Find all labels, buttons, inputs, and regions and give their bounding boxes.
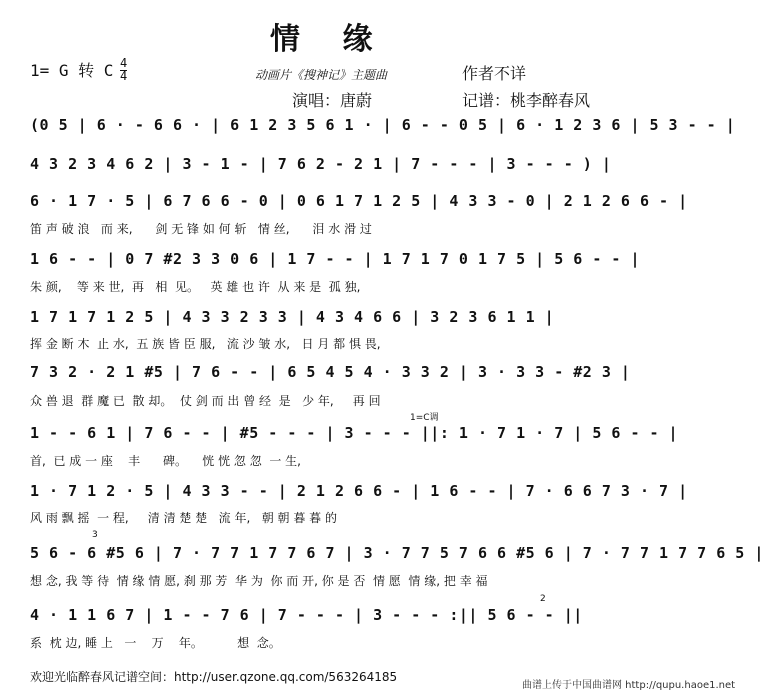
- lyrics-line-7: 首, 已 成 一 座 丰 碑。 恍 恍 忽 忽 一 生,: [30, 454, 301, 468]
- lyrics-line-9: 想 念, 我 等 待 情 缘 情 愿, 刹 那 芳 华 为 你 而 开, 你 是 否 情 愿 情 缘, 把 幸 福: [30, 574, 488, 588]
- notation-line-4: 1 6 - - | 0 7 #2 3 3 0 6 | 1 7 - - | 1 7 1 7 0 1 7 5 | 5 6 - - |: [30, 250, 640, 268]
- time-signature: [120, 58, 127, 82]
- modulation-mark: 1=C调: [410, 413, 439, 423]
- notation-line-3: 6 · 1 7 · 5 | 6 7 6 6 - 0 | 0 6 1 7 1 2 5 | 4 3 3 - 0 | 2 1 2 6 6 - |: [30, 192, 688, 210]
- transcriber-credit: 记谱：桃李醉春风: [462, 91, 591, 110]
- lyrics-line-10: 系 枕 边, 睡 上 一 万 年。 想 念。: [30, 636, 281, 650]
- lyrics-line-5: 挥 金 断 木 止 水, 五 族 皆 臣 服, 流 沙 皱 水, 日 月 都 惧 畏,: [30, 337, 381, 351]
- singer-credit: 演唱：唐蔚: [292, 91, 373, 110]
- composer-credit: 作者不详: [462, 64, 527, 83]
- lyrics-line-4: 朱 颜, 等 来 世, 再 相 见。 英 雄 也 许 从 来 是 孤 独,: [30, 280, 361, 294]
- footer-text: 欢迎光临醉春风记谱空间：http://user.qzone.qq.com/563264185: [30, 670, 398, 684]
- notation-line-8: 1 · 7 1 2 · 5 | 4 3 3 - - | 2 1 2 6 6 - | 1 6 - - | 7 · 6 6 7 3 · 7 |: [30, 482, 688, 500]
- lyrics-line-3: 笛 声 破 浪 而 来, 剑 无 锋 如 何 斩 情 丝, 泪 水 滑 过: [30, 222, 372, 236]
- notation-line-10: 4 · 1 1 6 7 | 1 - - 7 6 | 7 - - - | 3 - - - :|| 5 6 - - ||: [30, 606, 583, 624]
- time-signature-top: 4: [120, 56, 128, 70]
- notation-line-7: 1 - - 6 1 | 7 6 - - | #5 - - - | 3 - - - ||: 1 · 7 1 · 7 | 5 6 - - |: [30, 424, 679, 442]
- notation-line-5: 1 7 1 7 1 2 5 | 4 3 3 2 3 3 | 4 3 4 6 6 | 3 2 3 6 1 1 |: [30, 308, 555, 326]
- notation-line-2: 4 3 2 3 4 6 2 | 3 - 1 - | 7 6 2 - 2 1 | 7 - - - | 3 - - - ) |: [30, 155, 612, 173]
- time-signature-bottom: 4: [120, 69, 128, 83]
- site-watermark: 曲谱上传于中国曲谱网 http://qupu.haoe1.net: [522, 680, 736, 691]
- song-title: 情 缘: [270, 22, 389, 57]
- notation-line-9: 5 6 - 6 #5 6 | 7 · 7 7 1 7 7 6 7 | 3 · 7 7 5 7 6 6 #5 6 | 7 · 7 7 1 7 7 6 5 |: [30, 544, 764, 562]
- notation-line-6: 7 3 2 · 2 1 #5 | 7 6 - - | 6 5 4 5 4 · 3 3 2 | 3 · 3 3 - #2 3 |: [30, 363, 631, 381]
- lyrics-line-8: 风 雨 飘 摇 一 程, 清 清 楚 楚 流 年, 朝 朝 暮 暮 的: [30, 511, 337, 525]
- key-signature: 1= G 转 C: [30, 61, 114, 80]
- song-subtitle: 动画片《搜神记》主题曲: [255, 68, 388, 82]
- volta-mark: 2: [540, 594, 546, 604]
- lyrics-line-6: 众 兽 退 群 魔 已 散 却。 仗 剑 而 出 曾 经 是 少 年, 再 回: [30, 394, 381, 408]
- notation-line-1: (0 5 | 6 · - 6 6 · | 6 1 2 3 5 6 1 · | 6 - - 0 5 | 6 · 1 2 3 6 | 5 3 - - |: [30, 116, 736, 134]
- triplet-mark: 3: [92, 530, 98, 540]
